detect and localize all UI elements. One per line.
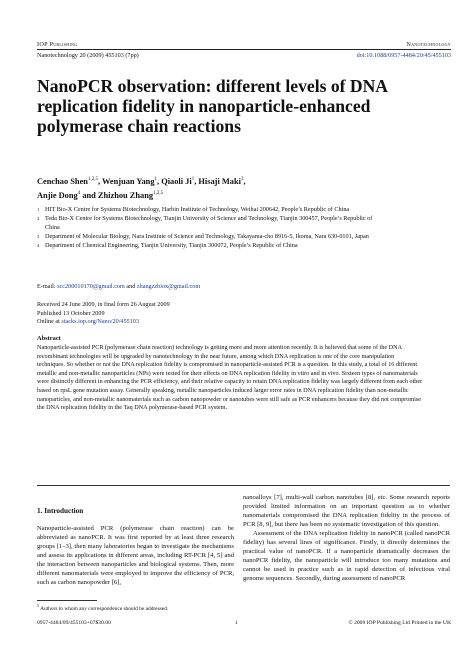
author-line-1: Cenchao Shen$^{1,2,5}$, Wenjuan Yang$^1$, Qiaoli Ji$^1$, Hisaji Maki$^3$, — [37, 177, 246, 186]
email-link-2[interactable]: zhangzzbiox@gmail.com — [136, 283, 201, 290]
author: Anjie Dong$^4$ — [37, 191, 81, 200]
published-date: Published 13 October 2009 — [37, 309, 105, 317]
author-list — [37, 174, 367, 202]
doi-link[interactable]: doi:10.1088/0957-4484/20/45/455103 — [356, 52, 451, 59]
running-header — [37, 41, 451, 48]
author: Cenchao Shen$^{1,2,5}$ — [37, 177, 98, 186]
author: Wenjuan Yang$^1$ — [102, 177, 158, 186]
author: Zhizhou Zhang$^{1,2,5}$ — [97, 191, 164, 200]
citation-line — [37, 52, 451, 59]
abstract-heading: Abstract — [37, 335, 61, 342]
footnote: $^5$ Authors to whom any correspondence should be addressed. — [37, 600, 234, 612]
author: Qiaoli Ji$^1$ — [161, 177, 195, 186]
received-date: Received 24 June 2009, in final form 26 August 2009 — [37, 301, 170, 308]
affiliation: 4 Department of Chemical Engineering, Tianjin University, Tianjin 300072, People’s Republic of China — [37, 241, 298, 249]
email-line: E-mail: scc200010170@gmail.com and zhangzzbiox@gmail.com — [37, 283, 201, 290]
citation: Nanotechnology 20 (2009) 455103 (7pp) — [37, 52, 139, 59]
journal-name: Nanotechnology — [406, 41, 451, 48]
abstract-text: Nanoparticle-assisted PCR (polymerase chain reaction) technology is getting more and more attention recently. It is believed that some of the DNA recombinant technologies will be upgraded by nanotechnology in the near future, among which DNA replication is one of the core manipulation techniques. So whether or not the DNA replication fidelity is compromised in nanoparticle-assisted PCR is a question. In this study, a total of 16 different metallic and non-metallic nanoparticles (NPs) were tested for their effects on DNA replication fidelity in vitro and in vivo. Sixteen types of nanomaterials were distinctly different in enhancing the PCR efficiency, and their relative capacity to retain DNA replication fidelity was largely different from each other based on rpsL gene mutation assay. Generally speaking, metallic nanoparticles induced larger error rates in DNA replication fidelity than non-metallic nanoparticles, and non-metallic nanomaterials such as carbon nanopowder or nanotubes were still safe as PCR enhancers because they did not compromise the DNA replication fidelity in the Taq DNA polymerase-based PCR system. — [37, 344, 423, 412]
intro-paragraph: Nanoparticle-assisted PCR (polymerase chain reaction) can be abbreviated as nanoPCR. It was first reported by at least three research groups [1–3], then many laboratories began to investigate the mechanisms and assess its applications in different areas, including RT-PCR [4, 5] and the interaction between nanoparticles and biological systems. Then, more different nanomaterials were employed to improve the efficiency of PCR, such as carbon nanopowder [6], — [37, 525, 234, 587]
affiliation: 3 Department of Molecular Biology, Nara Institute of Science and Technology, Takayama-cho 8916-5, Ikoma, Nara 630-0101, Japan — [37, 232, 369, 240]
author: Hisaji Maki$^3$ — [198, 177, 244, 186]
intro-paragraph: nanoalloys [7], multi-wall carbon nanotubes [8], etc. Some research reports provided limited information on an important question as to whether nanomaterials compromised the DNA replication fidelity in the process of PCR [8, 9], but there has been no systematic investigation of this question. — [243, 494, 450, 529]
author-line-2: Anjie Dong$^4$ and Zhizhou Zhang$^{1,2,5}$ — [37, 191, 164, 200]
online-link[interactable]: stacks.iop.org/Nano/20/455103 — [61, 318, 139, 326]
affiliation: 2 Teda Bio-X Centre for Systems Biotechnology, Tianjin University of Science and Technology, Tianjin 300457, People’s Republic of China — [37, 215, 373, 231]
publisher-brand: IOP Publishing — [37, 41, 78, 48]
affiliations — [37, 206, 377, 251]
footnote-rule — [37, 600, 97, 601]
email-link-1[interactable]: scc200010170@gmail.com — [57, 283, 125, 290]
online-line: Online at stacks.iop.org/Nano/20/455103 — [37, 318, 139, 326]
footer-code: 0957-4484/09/455103+07$30.00 — [37, 620, 111, 626]
paper-title: NanoPCR observation: different levels of DNA replication fidelity in nanoparticle-enhanced polymerase chain reactions — [37, 76, 388, 136]
left-column — [37, 507, 234, 587]
right-column — [243, 493, 450, 583]
section-rule — [37, 485, 450, 486]
publication-dates — [37, 301, 170, 327]
header-rule — [37, 49, 451, 50]
intro-paragraph: Assessment of the DNA replication fidelity in nanoPCR (called nanoPCR fidelity) has several lines of significance. Firstly, it directly determines the practical value of nanoPCR. If a nanoparticle dramatically decreases the nanoPCR fidelity, the nanoparticle will introduce too many mutations and cannot be used in practice such as in rapid detection of infectious viral genome sequences. Secondly, during assessment of nanoPCR — [243, 530, 450, 583]
footer-copyright: © 2009 IOP Publishing Ltd Printed in the UK — [348, 620, 451, 626]
page-footer — [37, 620, 451, 626]
page-number: 1 — [235, 620, 238, 626]
section-heading: 1. Introduction — [37, 507, 84, 515]
affiliation: 1 HIT Bio-X Centre for Systems Biotechnology, Harbin Institute of Technology, Weihai 200642, People’s Republic of China — [37, 206, 350, 213]
